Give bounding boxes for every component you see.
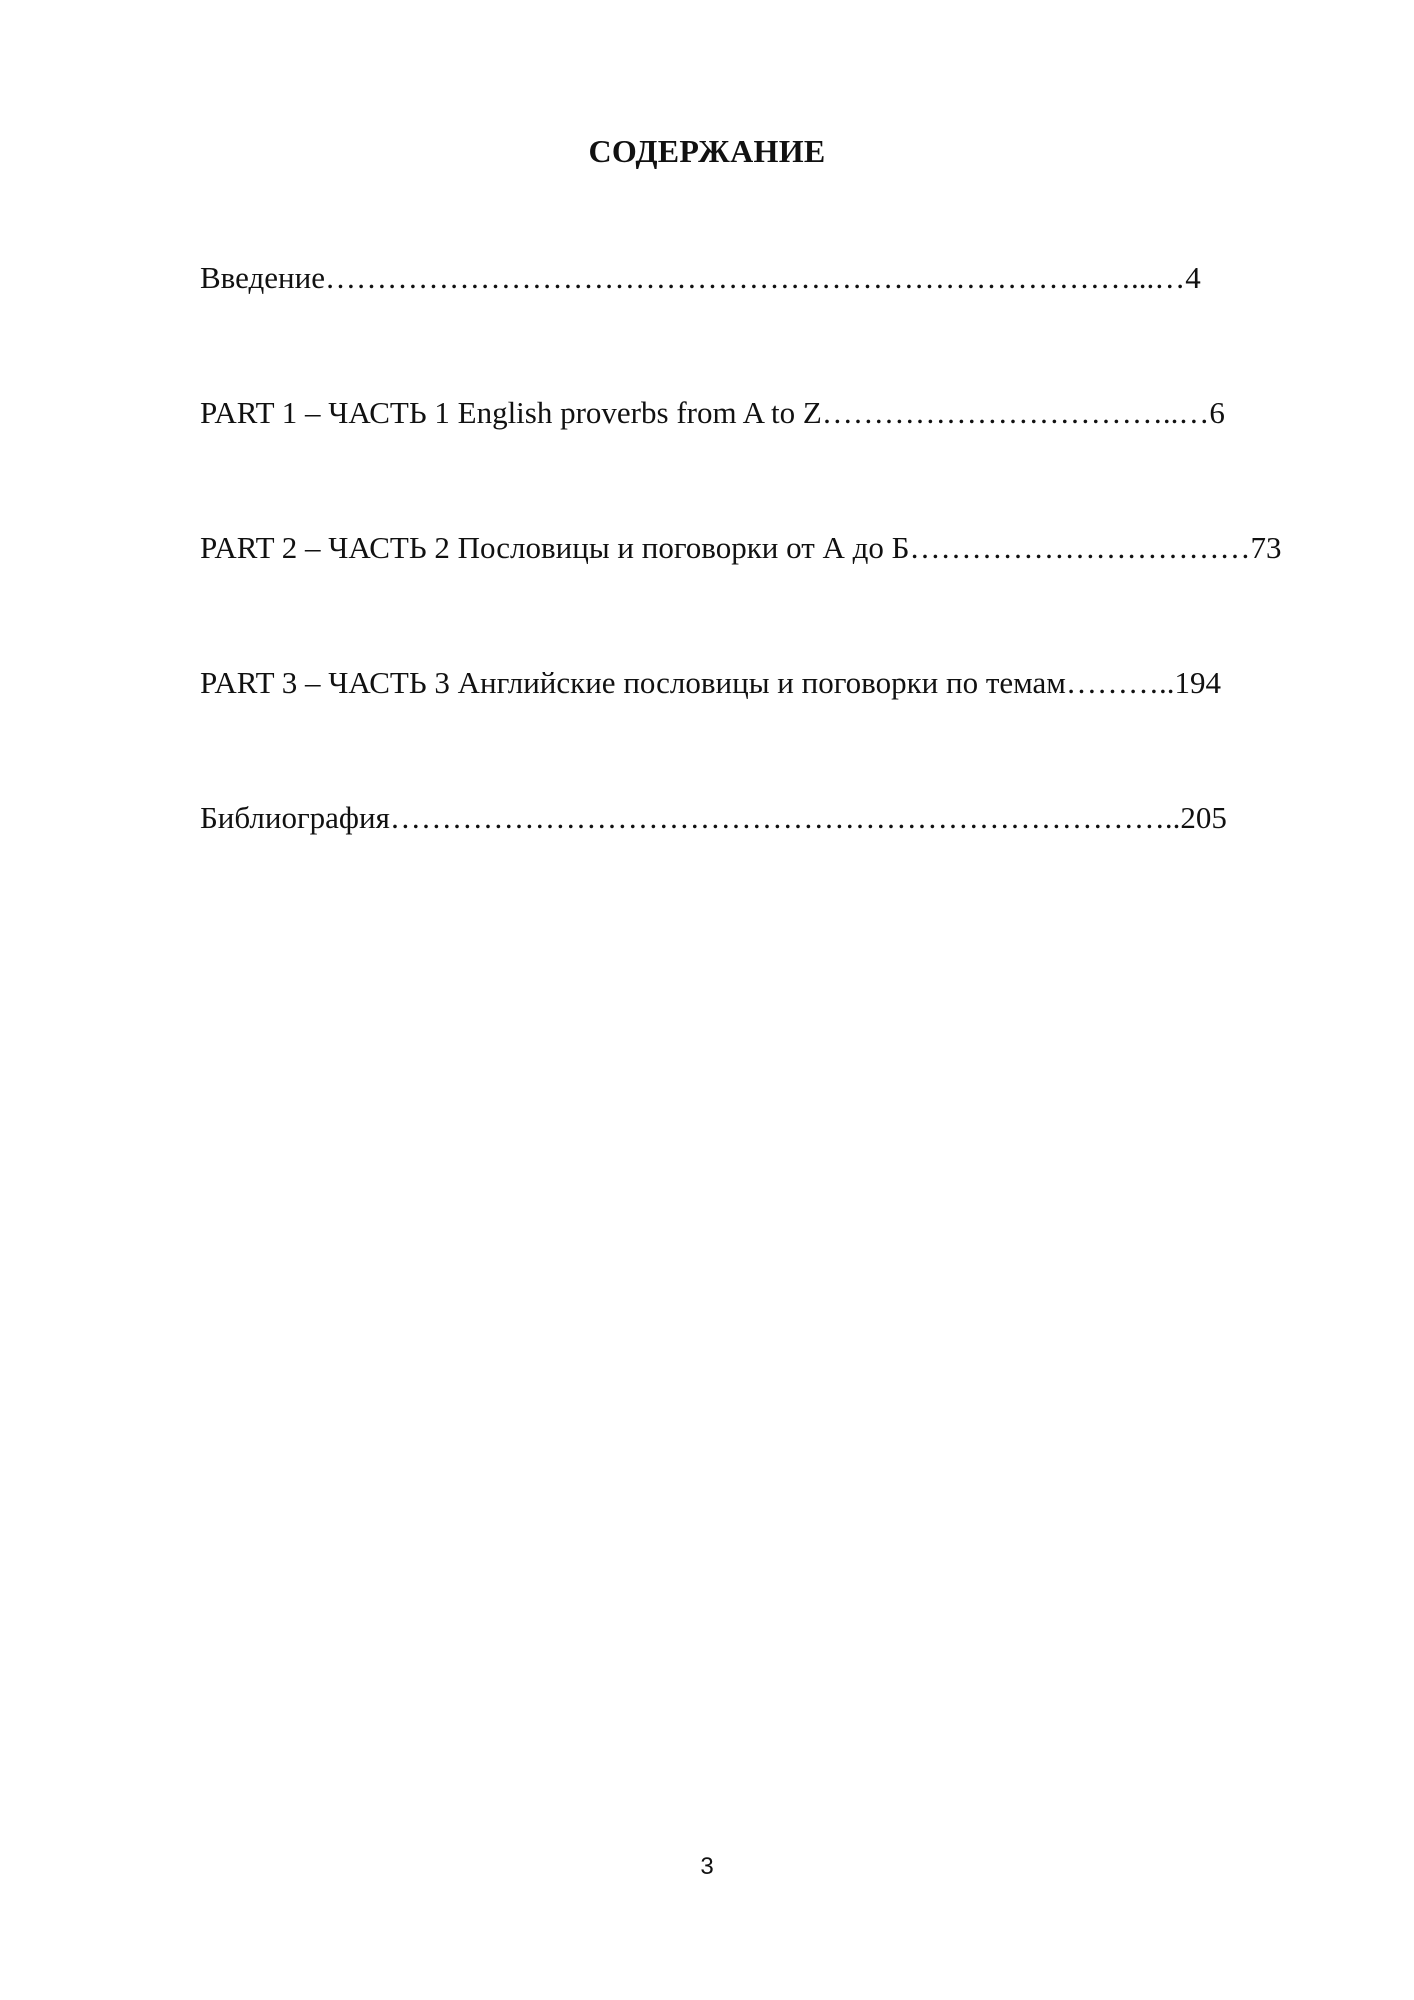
toc-page-number: 194: [1174, 665, 1221, 700]
toc-page-number: 73: [1250, 530, 1282, 565]
toc-dot-leader: …………………………………………………………………..: [389, 800, 1181, 835]
toc-entry-title: PART 2 – ЧАСТЬ 2 Пословицы и поговорки от А до Б: [200, 530, 910, 565]
toc-entry-introduction[interactable]: [200, 258, 1315, 298]
toc-entry-part-3[interactable]: [200, 663, 1315, 703]
toc-dot-leader: ………..: [1065, 665, 1175, 700]
toc-entry-part-2[interactable]: [200, 528, 1315, 568]
toc-dot-leader: ……………………………………………………………………...…: [324, 260, 1186, 295]
toc-page-number: 205: [1180, 800, 1227, 835]
toc-entry-title: Библиография: [200, 800, 390, 835]
toc-dot-leader: ……………………………: [909, 530, 1251, 565]
table-of-contents: [200, 258, 1315, 933]
page-footer-number: 3: [700, 1853, 714, 1880]
toc-entry-title: Введение: [200, 260, 325, 295]
toc-entry-title: PART 1 – ЧАСТЬ 1 English proverbs from A to Z: [200, 395, 822, 430]
toc-entry-title: PART 3 – ЧАСТЬ 3 Английские пословицы и поговорки по темам: [200, 665, 1066, 700]
toc-entry-bibliography[interactable]: [200, 798, 1315, 838]
page-title: СОДЕРЖАНИЕ: [588, 133, 826, 169]
toc-entry-part-1[interactable]: [200, 393, 1315, 433]
toc-page-number: 4: [1185, 260, 1201, 295]
toc-dot-leader: ……………………………..…: [821, 395, 1210, 430]
toc-page-number: 6: [1209, 395, 1225, 430]
